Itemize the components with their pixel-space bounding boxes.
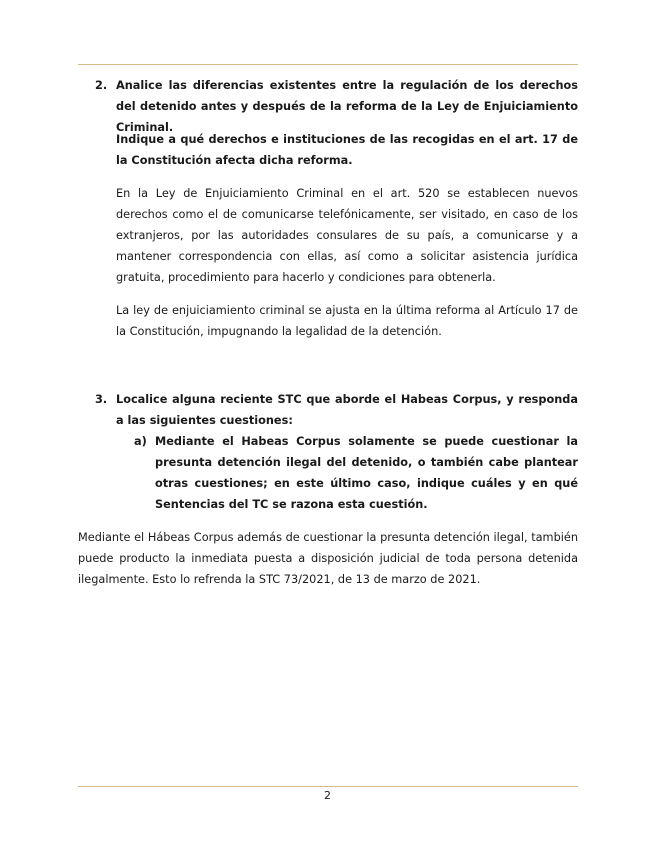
question-3a-text: Mediante el Habeas Corpus solamente se puede cuestionar la presunta detención ilegal del detenido, o también cabe plantear otras cuestiones; en este último caso, indique cuáles y en qué Sentencias del TC se razona esta cuestión. xyxy=(155,435,578,511)
header-rule xyxy=(78,64,578,65)
question-2-subtext: Indique a qué derechos e instituciones de las recogidas en el art. 17 de la Constitución afecta dicha reforma. xyxy=(116,133,578,167)
question-2-number: 2. xyxy=(95,79,108,92)
answer-2-paragraph-1: En la Ley de Enjuiciamiento Criminal en el art. 520 se establecen nuevos derechos como el de comunicarse telefónicamente, ser visitado, en caso de los extranjeros, por las autoridades consulares de su país, a comunicarse y a mantener correspondencia con ellas, así como a solicitar asistencia jurídica gratuita, procedimiento para hacerlo y condiciones para obtenerla. xyxy=(116,187,578,284)
question-3-number: 3. xyxy=(95,393,108,406)
answer-2-paragraph-2: La ley de enjuiciamiento criminal se ajusta en la última reforma al Artículo 17 de la Constitución, impugnando la legalidad de la detención. xyxy=(116,304,578,338)
question-2-text: Analice las diferencias existentes entre la regulación de los derechos del detenido antes y después de la reforma de la Ley de Enjuiciamiento Criminal. xyxy=(116,79,578,134)
page-number: 2 xyxy=(324,789,331,802)
footer-rule xyxy=(78,786,578,787)
question-3-text: Localice alguna reciente STC que aborde el Habeas Corpus, y responda a las siguientes cuestiones: xyxy=(116,393,578,427)
answer-3-paragraph: Mediante el Hábeas Corpus además de cuestionar la presunta detención ilegal, también puede producto la inmediata puesta a disposición judicial de toda persona detenida ilegalmente. Esto lo refrenda la STC 73/2021, de 13 de marzo de 2021. xyxy=(78,531,578,586)
question-3a-letter: a) xyxy=(134,435,147,448)
